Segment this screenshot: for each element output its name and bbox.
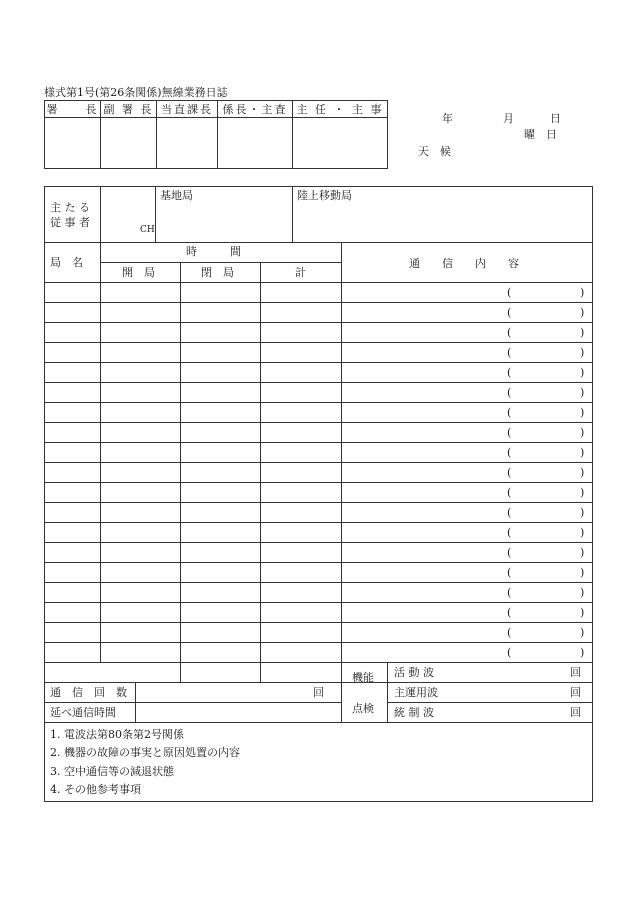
paren-open: ( bbox=[507, 606, 512, 619]
log-entry-row[interactable] bbox=[45, 503, 341, 522]
log-entry-row[interactable] bbox=[45, 483, 341, 502]
date-year: 年 bbox=[442, 112, 453, 125]
note-item: 2. 機器の故障の事実と原因処置の内容 bbox=[50, 746, 240, 759]
paren-open: ( bbox=[507, 406, 512, 419]
row-divider bbox=[341, 422, 593, 423]
paren-close: ) bbox=[580, 466, 585, 479]
comm-count-field[interactable] bbox=[136, 683, 306, 701]
stamp-cell[interactable] bbox=[45, 118, 101, 169]
paren-open: ( bbox=[507, 386, 512, 399]
paren-close: ) bbox=[580, 546, 585, 559]
operator-name-field[interactable] bbox=[101, 187, 155, 241]
log-entry-row[interactable] bbox=[45, 643, 341, 662]
log-entry-row[interactable] bbox=[45, 583, 341, 602]
function-label: 機能 bbox=[352, 671, 374, 684]
paren-close: ) bbox=[580, 346, 585, 359]
log-entry-row[interactable] bbox=[45, 363, 341, 382]
row-divider bbox=[341, 482, 593, 483]
paren-open: ( bbox=[507, 526, 512, 539]
log-entry-row[interactable] bbox=[45, 563, 341, 582]
open-time-header: 開 局 bbox=[122, 266, 155, 279]
close-time-header: 閉 局 bbox=[201, 266, 234, 279]
approval-header: 係長・主査 bbox=[218, 101, 293, 118]
paren-close: ) bbox=[580, 306, 585, 319]
row-divider bbox=[341, 382, 593, 383]
paren-close: ) bbox=[580, 626, 585, 639]
log-entry-row[interactable] bbox=[45, 463, 341, 482]
row-divider bbox=[44, 722, 593, 723]
comm-count-unit: 回 bbox=[313, 686, 324, 699]
paren-open: ( bbox=[507, 466, 512, 479]
control-wave-count-field[interactable] bbox=[445, 703, 565, 721]
note-item: 1. 電波法第80条第2号関係 bbox=[50, 728, 184, 741]
row-divider bbox=[341, 622, 593, 623]
log-entry-row[interactable] bbox=[45, 543, 341, 562]
comm-count-label: 通 信 回 数 bbox=[50, 686, 127, 699]
paren-open: ( bbox=[507, 446, 512, 459]
paren-close: ) bbox=[580, 586, 585, 599]
operator-label-2: 従 事 者 bbox=[50, 216, 90, 229]
paren-open: ( bbox=[507, 586, 512, 599]
row-divider bbox=[341, 402, 593, 403]
log-entry-row[interactable] bbox=[45, 343, 341, 362]
approval-header: 主 任 ・ 主 事 bbox=[293, 101, 388, 118]
log-entry-row[interactable] bbox=[45, 663, 341, 682]
paren-open: ( bbox=[507, 326, 512, 339]
land-mobile-field[interactable] bbox=[293, 200, 592, 241]
log-entry-row[interactable] bbox=[45, 523, 341, 542]
row-divider bbox=[341, 582, 593, 583]
row-divider bbox=[341, 362, 593, 363]
paren-open: ( bbox=[507, 426, 512, 439]
approval-header: 副 署 長 bbox=[101, 101, 157, 118]
log-entry-row[interactable] bbox=[45, 283, 341, 302]
log-entry-row[interactable] bbox=[45, 403, 341, 422]
wave-unit: 回 bbox=[570, 706, 581, 719]
check-label: 点検 bbox=[352, 702, 374, 715]
paren-open: ( bbox=[507, 626, 512, 639]
row-divider bbox=[341, 442, 593, 443]
total-time-label: 延べ通信時間 bbox=[50, 706, 116, 719]
paren-close: ) bbox=[580, 326, 585, 339]
col-divider bbox=[387, 662, 388, 722]
wave-label: 活 動 波 bbox=[394, 666, 434, 679]
content-header: 通 信 内 容 bbox=[409, 257, 519, 270]
row-divider bbox=[44, 242, 593, 243]
paren-open: ( bbox=[507, 346, 512, 359]
stamp-cell[interactable] bbox=[293, 118, 388, 169]
paren-close: ) bbox=[580, 506, 585, 519]
row-divider bbox=[44, 282, 593, 283]
log-entry-row[interactable] bbox=[45, 443, 341, 462]
row-divider bbox=[341, 342, 593, 343]
paren-close: ) bbox=[580, 486, 585, 499]
log-entry-row[interactable] bbox=[45, 603, 341, 622]
paren-close: ) bbox=[580, 426, 585, 439]
paren-open: ( bbox=[507, 306, 512, 319]
paren-close: ) bbox=[580, 286, 585, 299]
row-divider bbox=[100, 262, 341, 263]
paren-open: ( bbox=[507, 366, 512, 379]
operator-label-1: 主 た る bbox=[50, 201, 90, 214]
row-divider bbox=[341, 562, 593, 563]
log-entry-row[interactable] bbox=[45, 323, 341, 342]
wave-label: 主運用波 bbox=[394, 686, 438, 699]
total-time-field[interactable] bbox=[136, 703, 340, 721]
paren-close: ) bbox=[580, 366, 585, 379]
date-month: 月 bbox=[503, 112, 514, 125]
log-entry-row[interactable] bbox=[45, 623, 341, 642]
log-entry-row[interactable] bbox=[45, 303, 341, 322]
paren-close: ) bbox=[580, 646, 585, 659]
paren-close: ) bbox=[580, 386, 585, 399]
date-day: 日 bbox=[550, 112, 561, 125]
active-wave-count-field[interactable] bbox=[445, 663, 565, 681]
paren-close: ) bbox=[580, 566, 585, 579]
paren-open: ( bbox=[507, 286, 512, 299]
paren-open: ( bbox=[507, 506, 512, 519]
approval-stamp-table bbox=[44, 100, 388, 169]
paren-open: ( bbox=[507, 566, 512, 579]
stamp-cell[interactable] bbox=[218, 118, 293, 169]
form-title: 様式第1号(第26条関係)無線業務日誌 bbox=[44, 86, 228, 99]
approval-header: 署 長 bbox=[45, 101, 101, 118]
log-entry-row[interactable] bbox=[45, 383, 341, 402]
total-time-header: 計 bbox=[295, 266, 306, 279]
paren-close: ) bbox=[580, 606, 585, 619]
row-divider bbox=[341, 462, 593, 463]
paren-open: ( bbox=[507, 486, 512, 499]
weather-label: 天 候 bbox=[418, 145, 451, 158]
row-divider bbox=[341, 302, 593, 303]
date-weekday: 曜 日 bbox=[524, 128, 557, 141]
main-wave-count-field[interactable] bbox=[445, 683, 565, 701]
wave-label: 統 制 波 bbox=[394, 706, 434, 719]
log-entry-row[interactable] bbox=[45, 423, 341, 442]
stamp-cell[interactable] bbox=[157, 118, 218, 169]
wave-unit: 回 bbox=[570, 666, 581, 679]
paren-close: ) bbox=[580, 526, 585, 539]
paren-close: ) bbox=[580, 406, 585, 419]
paren-open: ( bbox=[507, 546, 512, 559]
station-name-header: 局 名 bbox=[50, 256, 83, 269]
paren-close: ) bbox=[580, 446, 585, 459]
ch-label: CH bbox=[140, 225, 155, 235]
wave-unit: 回 bbox=[570, 686, 581, 699]
base-station-field[interactable] bbox=[156, 200, 292, 241]
row-divider bbox=[341, 322, 593, 323]
land-mobile-label: 陸上移動局 bbox=[297, 189, 352, 202]
note-item: 3. 空中通信等の減退状態 bbox=[50, 765, 174, 778]
base-station-label: 基地局 bbox=[160, 189, 193, 202]
row-divider bbox=[341, 542, 593, 543]
row-divider bbox=[341, 642, 593, 643]
stamp-cell[interactable] bbox=[101, 118, 157, 169]
note-item: 4. その他参考事項 bbox=[50, 783, 141, 796]
row-divider bbox=[341, 522, 593, 523]
approval-header: 当直課長 bbox=[157, 101, 218, 118]
time-header: 時 間 bbox=[186, 245, 241, 258]
row-divider bbox=[341, 602, 593, 603]
paren-open: ( bbox=[507, 646, 512, 659]
row-divider bbox=[341, 502, 593, 503]
